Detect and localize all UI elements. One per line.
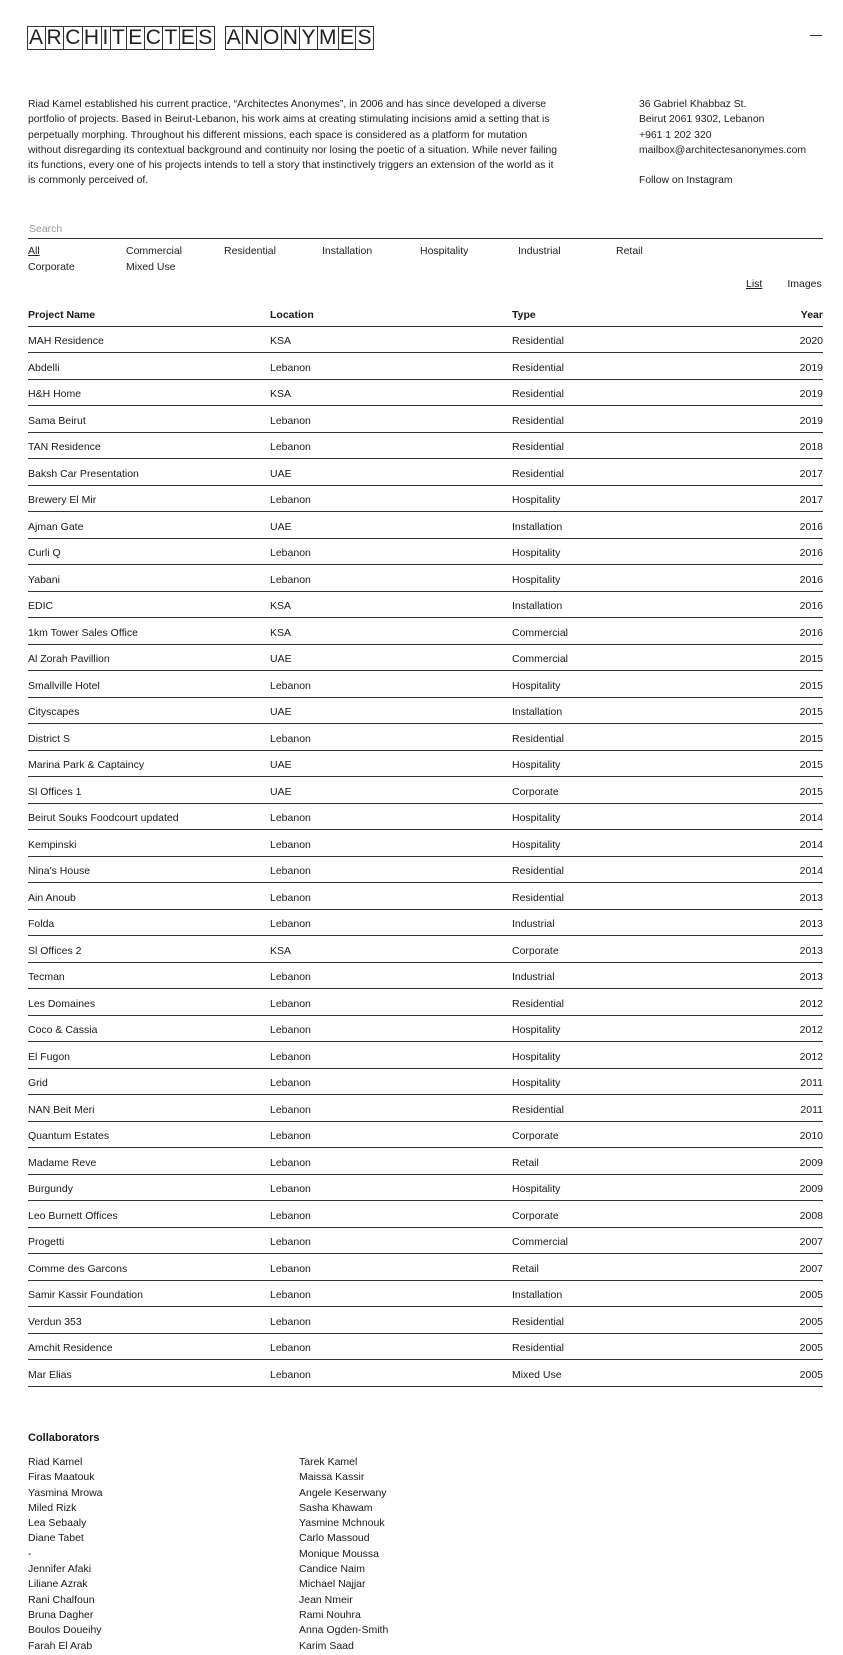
project-name-cell: Cityscapes: [28, 706, 80, 718]
search-input[interactable]: [28, 221, 823, 239]
year-cell: 2005: [799, 1315, 823, 1328]
project-name-cell: Ajman Gate: [28, 520, 84, 533]
collaborator-name: Liliane Azrak: [28, 1578, 88, 1591]
collaborator-name: Monique Moussa: [299, 1547, 379, 1560]
table-row[interactable]: [28, 1148, 823, 1175]
project-name-cell: Les Domaines: [28, 997, 96, 1010]
type-cell: Residential: [512, 865, 564, 877]
location-cell: KSA: [270, 944, 292, 957]
project-name-cell: Yabani: [28, 573, 60, 586]
type-cell: Industrial: [512, 971, 555, 983]
logo-letter: C: [145, 26, 162, 49]
collaborator-name: Yasmine Mchnouk: [299, 1517, 385, 1530]
project-name-cell: 1km Tower Sales Office: [28, 626, 138, 639]
location-cell: Lebanon: [270, 441, 311, 453]
project-name-cell: MAH Residence: [28, 335, 104, 347]
logo-letter: A: [226, 26, 242, 49]
table-row[interactable]: [28, 539, 823, 566]
year-cell: 2013: [799, 918, 823, 930]
site-logo[interactable]: [27, 26, 374, 50]
type-cell: Installation: [512, 1289, 563, 1301]
type-cell: Hospitality: [512, 838, 561, 851]
logo-letter: S: [357, 26, 372, 49]
table-row[interactable]: [28, 1095, 823, 1122]
project-name-cell: Nina's House: [28, 865, 91, 877]
table-row[interactable]: [28, 883, 823, 910]
year-cell: 2016: [799, 573, 823, 586]
location-cell: Lebanon: [270, 971, 311, 983]
images-view-toggle[interactable]: Images: [787, 278, 822, 290]
table-row[interactable]: [28, 1360, 823, 1387]
collaborator-name: Bruna Dagher: [28, 1608, 94, 1621]
type-cell: Commercial: [512, 1236, 569, 1248]
year-cell: 2013: [799, 891, 823, 904]
filter-installation[interactable]: Installation: [322, 245, 373, 257]
project-name-cell: Folda: [28, 918, 55, 930]
logo-letter: C: [65, 26, 81, 49]
year-cell: 2019: [799, 361, 823, 374]
table-row[interactable]: [28, 1254, 823, 1281]
filter-hospitality[interactable]: Hospitality: [420, 245, 469, 257]
project-name-cell: Brewery El Mir: [28, 494, 97, 506]
project-name-cell: Al Zorah Pavillion: [28, 653, 110, 665]
logo-word-architectes: [27, 26, 215, 50]
collaborators-heading: Collaborators: [28, 1432, 100, 1444]
year-cell: 2015: [799, 732, 823, 745]
location-cell: Lebanon: [270, 838, 311, 851]
year-cell: 2015: [799, 706, 823, 718]
filter-mixed-use[interactable]: Mixed Use: [126, 261, 176, 273]
view-toggle: [746, 278, 822, 290]
location-cell: Lebanon: [270, 547, 311, 559]
table-row[interactable]: [28, 565, 823, 592]
table-row[interactable]: [28, 512, 823, 539]
column-header-location[interactable]: Location: [270, 308, 314, 321]
logo-letter: T: [111, 26, 126, 49]
project-name-cell: Coco & Cassia: [28, 1024, 98, 1036]
location-cell: Lebanon: [270, 1103, 311, 1116]
collaborator-name: Maissa Kassir: [299, 1471, 365, 1484]
table-row[interactable]: [28, 671, 823, 698]
project-name-cell: Curli Q: [28, 547, 61, 559]
project-name-cell: Tecman: [28, 971, 65, 983]
location-cell: Lebanon: [270, 1156, 311, 1169]
collaborators-column-2: [299, 1455, 570, 1654]
table-row[interactable]: [28, 1281, 823, 1308]
project-name-cell: Abdelli: [28, 361, 60, 374]
year-cell: 2016: [799, 626, 823, 639]
location-cell: Lebanon: [270, 732, 311, 745]
year-cell: 2012: [799, 997, 823, 1010]
collaborator-name: Angele Keserwany: [299, 1486, 387, 1499]
type-cell: Retail: [512, 1156, 539, 1169]
logo-letter: H: [83, 26, 100, 49]
filter-all[interactable]: All: [28, 245, 40, 257]
table-row[interactable]: [28, 327, 823, 354]
list-view-toggle[interactable]: List: [746, 278, 763, 290]
type-cell: Residential: [512, 732, 564, 745]
collaborator-name: Candice Naim: [299, 1563, 365, 1576]
location-cell: KSA: [270, 626, 292, 639]
type-cell: Residential: [512, 388, 564, 400]
collaborators-column-1: [28, 1455, 299, 1654]
project-name-cell: Sama Beirut: [28, 414, 86, 427]
type-cell: Hospitality: [512, 1050, 561, 1063]
type-cell: Hospitality: [512, 573, 561, 586]
logo-letter: E: [180, 26, 196, 49]
location-cell: Lebanon: [270, 891, 311, 904]
table-row[interactable]: [28, 1334, 823, 1361]
location-cell: Lebanon: [270, 1262, 311, 1275]
collaborator-name: Riad Kamel: [28, 1456, 83, 1468]
table-row[interactable]: [28, 936, 823, 963]
projects-table: [28, 302, 823, 1387]
table-row[interactable]: [28, 380, 823, 407]
year-cell: 2019: [799, 414, 823, 427]
location-cell: UAE: [270, 467, 292, 480]
type-cell: Residential: [512, 1103, 564, 1116]
project-name-cell: Quantum Estates: [28, 1130, 110, 1142]
collaborator-name: Yasmina Mrowa: [28, 1486, 103, 1499]
table-row[interactable]: [28, 698, 823, 725]
location-cell: Lebanon: [270, 361, 311, 374]
type-cell: Residential: [512, 335, 564, 347]
table-row[interactable]: [28, 910, 823, 937]
location-cell: UAE: [270, 759, 292, 771]
logo-word-anonymes: [225, 26, 374, 50]
type-cell: Residential: [512, 1315, 564, 1328]
project-name-cell: Comme des Garcons: [28, 1262, 128, 1275]
location-cell: Lebanon: [270, 1368, 311, 1381]
filter-industrial[interactable]: Industrial: [518, 245, 561, 257]
table-row[interactable]: [28, 618, 823, 645]
project-name-cell: Verdun 353: [28, 1315, 82, 1328]
year-cell: 2005: [799, 1289, 823, 1301]
type-cell: Corporate: [512, 944, 559, 957]
location-cell: Lebanon: [270, 1289, 311, 1301]
year-cell: 2012: [799, 1024, 823, 1036]
collaborator-name: Farah El Arab: [28, 1639, 93, 1652]
project-name-cell: NAN Beit Meri: [28, 1103, 95, 1116]
table-row[interactable]: [28, 804, 823, 831]
year-cell: 2013: [799, 971, 823, 983]
table-row[interactable]: [28, 1307, 823, 1334]
logo-letter: Y: [301, 26, 316, 49]
email-link[interactable]: mailbox@architectesanonymes.com: [639, 144, 807, 156]
collaborator-name: Firas Maatouk: [28, 1471, 95, 1484]
table-header: [28, 302, 823, 327]
table-row[interactable]: [28, 645, 823, 672]
year-cell: 2017: [799, 467, 823, 480]
collaborator-name: Karim Saad: [299, 1639, 354, 1652]
table-row[interactable]: [28, 592, 823, 619]
type-cell: Residential: [512, 891, 564, 904]
type-cell: Corporate: [512, 1209, 559, 1222]
project-name-cell: Sl Offices 2: [28, 944, 82, 957]
location-cell: UAE: [270, 785, 292, 798]
project-name-cell: Ain Anoub: [28, 891, 76, 904]
table-row[interactable]: [28, 751, 823, 778]
filter-corporate[interactable]: Corporate: [28, 261, 75, 273]
type-cell: Commercial: [512, 653, 569, 665]
collaborator-name: Lea Sebaaly: [28, 1517, 87, 1530]
table-row[interactable]: [28, 459, 823, 486]
location-cell: Lebanon: [270, 494, 311, 506]
year-cell: 2009: [799, 1183, 823, 1195]
year-cell: 2014: [799, 812, 823, 824]
table-row[interactable]: [28, 989, 823, 1016]
location-cell: Lebanon: [270, 679, 311, 692]
location-cell: UAE: [270, 520, 292, 533]
table-row[interactable]: [28, 1016, 823, 1043]
year-cell: 2007: [799, 1236, 823, 1248]
filter-retail[interactable]: Retail: [616, 245, 643, 257]
table-row[interactable]: [28, 353, 823, 380]
logo-letter: E: [339, 26, 355, 49]
project-name-cell: Sl Offices 1: [28, 785, 82, 798]
type-cell: Residential: [512, 1342, 564, 1354]
type-cell: Hospitality: [512, 759, 561, 771]
practice-description: Riad Kamel established his current practice, “Architectes Anonymes”, in 2006 and has since developed a diverse portfolio of projects. Based in Beirut-Lebanon, his work aims at creating stimulating incisions amid a setting that is perpetually morphing. Throughout his different missions, each space is considered as a platform for mutation without disregarding its contextual background and continuity nor losing the poetic of a situation. While never failing its functions, every one of his projects intends to tell a story that instinctively triggers an extension of the world as it is commonly perceived of.: [28, 99, 558, 187]
location-cell: KSA: [270, 600, 292, 612]
type-cell: Hospitality: [512, 812, 561, 824]
project-name-cell: Amchit Residence: [28, 1342, 113, 1354]
year-cell: 2016: [799, 520, 823, 533]
collaborator-name: Rani Chalfoun: [28, 1593, 95, 1606]
location-cell: Lebanon: [270, 1183, 311, 1195]
year-cell: 2015: [799, 653, 823, 665]
type-cell: Hospitality: [512, 547, 561, 559]
project-name-cell: Leo Burnett Offices: [28, 1209, 118, 1222]
year-cell: 2017: [799, 494, 823, 506]
type-cell: Residential: [512, 441, 564, 453]
year-cell: 2015: [799, 785, 823, 798]
type-cell: Installation: [512, 706, 563, 718]
location-cell: Lebanon: [270, 1209, 311, 1222]
table-row[interactable]: [28, 486, 823, 513]
filter-residential[interactable]: Residential: [224, 245, 276, 257]
type-cell: Corporate: [512, 785, 559, 798]
location-cell: Lebanon: [270, 865, 311, 877]
type-cell: Residential: [512, 414, 564, 427]
type-cell: Installation: [512, 600, 563, 612]
year-cell: 2015: [799, 679, 823, 692]
project-name-cell: Mar Elias: [28, 1368, 72, 1381]
type-cell: Hospitality: [512, 494, 561, 506]
location-cell: Lebanon: [270, 1342, 311, 1354]
collaborator-name: Jean Nmeir: [299, 1593, 353, 1606]
table-row[interactable]: [28, 1228, 823, 1255]
type-cell: Residential: [512, 467, 564, 480]
contact-info: [639, 97, 806, 188]
year-cell: 2012: [799, 1050, 823, 1063]
location-cell: Lebanon: [270, 1050, 311, 1063]
type-cell: Installation: [512, 520, 563, 533]
year-cell: 2018: [799, 441, 823, 453]
year-cell: 2020: [799, 335, 823, 347]
year-cell: 2013: [799, 944, 823, 957]
logo-letter: M: [318, 26, 337, 49]
project-name-cell: El Fugon: [28, 1050, 71, 1063]
year-cell: 2016: [799, 600, 823, 612]
table-body: [28, 327, 823, 1387]
address-line-1: 36 Gabriel Khabbaz St.: [639, 99, 747, 110]
table-row[interactable]: [28, 857, 823, 884]
location-cell: Lebanon: [270, 1024, 311, 1036]
collaborator-name: Sasha Khawam: [299, 1501, 373, 1514]
location-cell: Lebanon: [270, 812, 311, 824]
collaborator-name: Boulos Doueihy: [28, 1624, 102, 1637]
table-row[interactable]: [28, 963, 823, 990]
type-cell: Hospitality: [512, 679, 561, 692]
project-name-cell: Smallville Hotel: [28, 679, 100, 692]
column-header-year[interactable]: Year: [800, 308, 823, 321]
logo-letter: A: [29, 26, 44, 49]
collaborator-name: Jennifer Afaki: [28, 1563, 92, 1576]
type-cell: Commercial: [512, 626, 569, 639]
year-cell: 2011: [800, 1103, 823, 1116]
location-cell: KSA: [270, 388, 292, 400]
location-cell: UAE: [270, 653, 292, 665]
location-cell: Lebanon: [270, 1130, 311, 1142]
type-cell: Retail: [512, 1262, 539, 1275]
filter-commercial[interactable]: Commercial: [126, 245, 183, 257]
location-cell: Lebanon: [270, 1236, 311, 1248]
collaborator-name: -: [28, 1547, 32, 1560]
location-cell: Lebanon: [270, 997, 311, 1010]
instagram-link[interactable]: Follow on Instagram: [639, 175, 733, 187]
location-cell: Lebanon: [270, 1077, 311, 1089]
category-filters: [28, 245, 808, 273]
table-row[interactable]: [28, 1175, 823, 1202]
project-name-cell: Progetti: [28, 1236, 65, 1248]
table-row[interactable]: [28, 830, 823, 857]
table-row[interactable]: [28, 724, 823, 751]
project-name-cell: Madame Reve: [28, 1156, 97, 1169]
type-cell: Hospitality: [512, 1024, 561, 1036]
logo-letter: O: [262, 26, 280, 49]
logo-letter: R: [46, 26, 63, 49]
location-cell: Lebanon: [270, 573, 311, 586]
project-name-cell: TAN Residence: [28, 441, 101, 453]
collaborator-name: Tarek Kamel: [299, 1456, 358, 1468]
table-row[interactable]: [28, 1122, 823, 1149]
collaborator-name: Rami Nouhra: [299, 1608, 361, 1621]
year-cell: 2015: [799, 759, 823, 771]
year-cell: 2010: [799, 1130, 823, 1142]
logo-letter: T: [164, 26, 178, 49]
year-cell: 2014: [799, 865, 823, 877]
project-name-cell: Beirut Souks Foodcourt updated: [28, 812, 179, 824]
project-name-cell: Baksh Car Presentation: [28, 467, 139, 480]
year-cell: 2009: [799, 1156, 823, 1169]
logo-letter: I: [102, 26, 109, 49]
collaborator-name: Diane Tabet: [28, 1532, 84, 1545]
location-cell: Lebanon: [270, 1315, 311, 1328]
location-cell: UAE: [270, 706, 292, 718]
type-cell: Corporate: [512, 1130, 559, 1142]
table-row[interactable]: [28, 1042, 823, 1069]
type-cell: Hospitality: [512, 1183, 561, 1195]
table-row[interactable]: [28, 433, 823, 460]
year-cell: 2016: [799, 547, 823, 559]
table-row[interactable]: [28, 1201, 823, 1228]
location-cell: Lebanon: [270, 414, 311, 427]
logo-letter: S: [198, 26, 213, 49]
project-name-cell: H&H Home: [28, 388, 82, 400]
type-cell: Residential: [512, 361, 564, 374]
type-cell: Mixed Use: [512, 1368, 562, 1381]
project-name-cell: District S: [28, 732, 70, 745]
type-cell: Hospitality: [512, 1077, 561, 1089]
year-cell: 2008: [799, 1209, 823, 1222]
phone-number: +961 1 202 320: [639, 129, 712, 141]
logo-letter: N: [282, 26, 299, 49]
table-row[interactable]: [28, 1069, 823, 1096]
location-cell: Lebanon: [270, 918, 311, 930]
year-cell: 2005: [799, 1368, 823, 1381]
project-name-cell: Grid: [28, 1077, 48, 1089]
project-name-cell: Marina Park & Captaincy: [28, 759, 145, 771]
column-header-project-name[interactable]: Project Name: [28, 308, 96, 321]
project-name-cell: Samir Kassir Foundation: [28, 1289, 143, 1301]
project-name-cell: EDIC: [28, 600, 54, 612]
table-row[interactable]: [28, 406, 823, 433]
project-name-cell: Burgundy: [28, 1183, 73, 1195]
project-name-cell: Kempinski: [28, 838, 77, 851]
year-cell: 2005: [799, 1342, 823, 1354]
menu-icon[interactable]: [810, 35, 822, 36]
column-header-type[interactable]: Type: [512, 308, 536, 321]
year-cell: 2019: [799, 388, 823, 400]
logo-letter: E: [128, 26, 143, 49]
type-cell: Industrial: [512, 918, 555, 930]
type-cell: Residential: [512, 997, 564, 1010]
collaborator-name: Anna Ogden-Smith: [299, 1624, 389, 1637]
collaborator-name: Carlo Massoud: [299, 1532, 370, 1545]
logo-letter: N: [244, 26, 260, 49]
collaborators-list: [28, 1455, 570, 1654]
year-cell: 2014: [799, 838, 823, 851]
collaborator-name: Miled Rizk: [28, 1501, 77, 1514]
location-cell: KSA: [270, 335, 292, 347]
table-row[interactable]: [28, 777, 823, 804]
collaborator-name: Michael Najjar: [299, 1578, 366, 1591]
address-line-2: Beirut 2061 9302, Lebanon: [639, 114, 765, 126]
year-cell: 2007: [799, 1262, 823, 1275]
year-cell: 2011: [800, 1077, 823, 1089]
